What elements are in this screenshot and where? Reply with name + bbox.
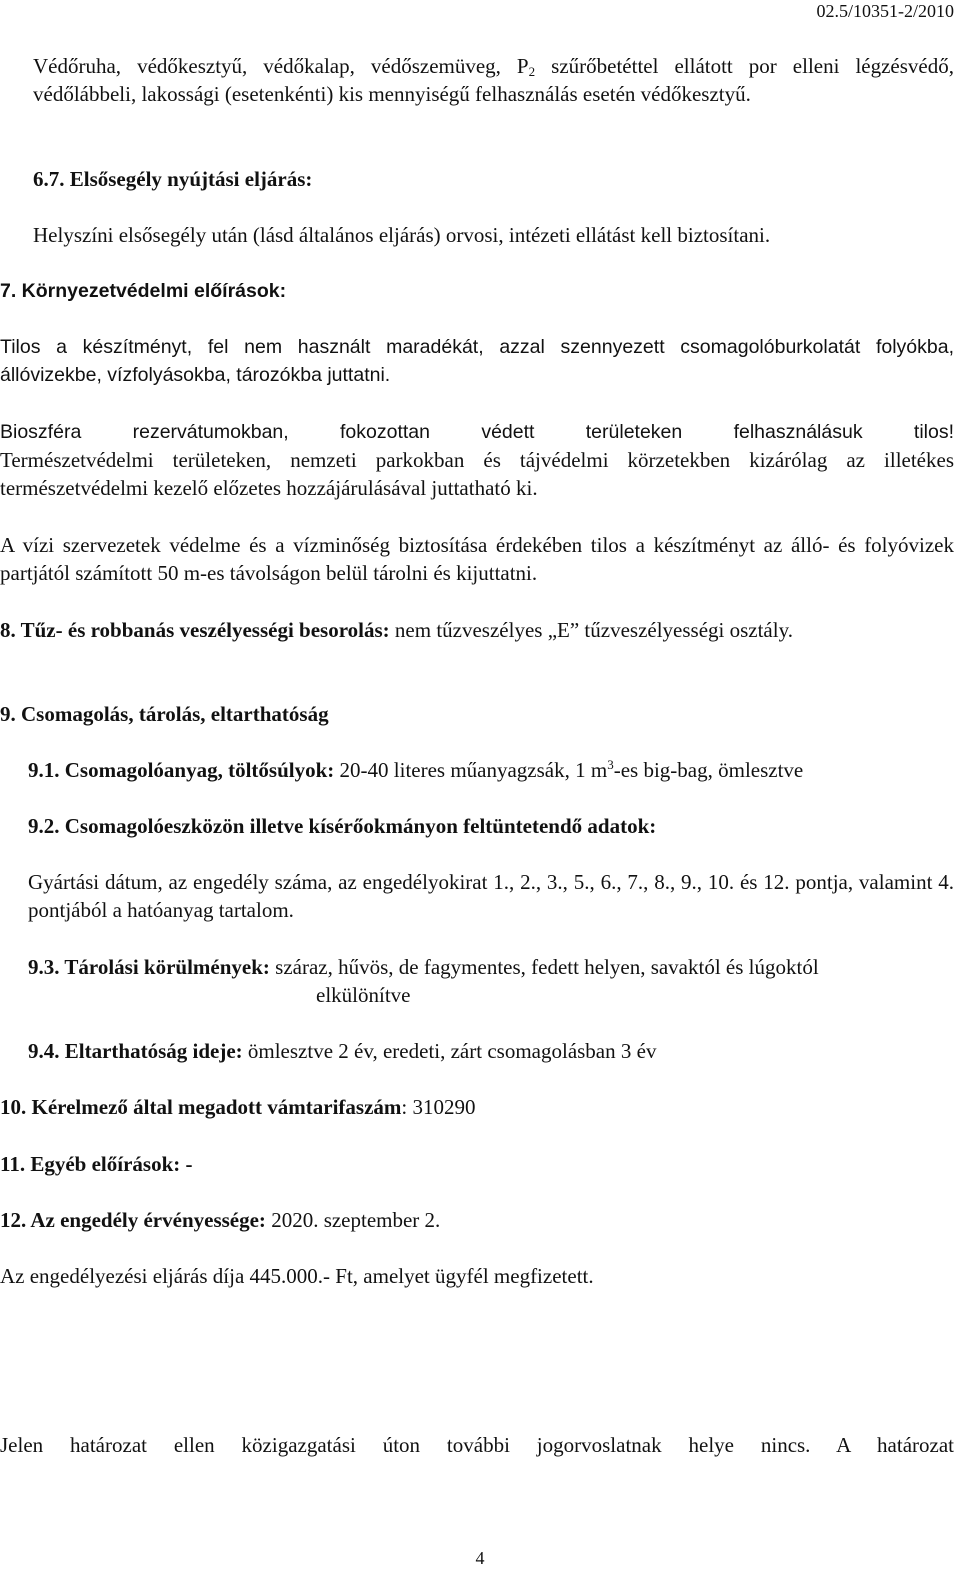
section-7-paragraph-3: A vízi szervezetek védelme és a vízminőség biztosítása érdekében tilos a készítményt az álló- és folyóvizek partjától számított 50 m-es távolságon belül tárolni és kijuttatni. (0, 533, 954, 585)
ppe-paragraph: Védőruha, védőkesztyű, védőkalap, védőszemüveg, $P_2$ szűrőbetéttel ellátott por elleni légzésvédő, védőlábbeli, lakossági (esetenkénti) kis mennyiségű felhasználás esetén védőkesztyű. (33, 54, 954, 106)
section-9-1: 9.1. Csomagolóanyag, töltősúlyok: 20-40 literes műanyagzsák, 1 $m^3-es$ big-bag, ömlesztve (28, 757, 804, 782)
section-8: 8. Tűz- és robbanás veszélyességi besorolás: nem tűzveszélyes „E” tűzveszélyességi osztály. (0, 618, 793, 642)
section-9-3: 9.3. Tárolási körülmények: száraz, hűvös, de fagymentes, fedett helyen, savaktól és lúgoktól (28, 955, 819, 979)
fee-statement: Az engedélyezési eljárás díja 445.000.- Ft, amelyet ügyfél megfizetett. (0, 1264, 594, 1288)
section-9-4: 9.4. Eltarthatóság ideje: ömlesztve 2 év, eredeti, zárt csomagolásban 3 év (28, 1039, 657, 1063)
section-11: 11. Egyéb előírások: - (0, 1152, 193, 1176)
section-9-3-continuation: elkülönítve (316, 983, 411, 1007)
section-6-7-title: 6.7. Elsősegély nyújtási eljárás: (33, 167, 313, 191)
section-7-title: 7. Környezetvédelmi előírások: (0, 280, 287, 302)
section-12: 12. Az engedély érvényessége: 2020. szeptember 2. (0, 1208, 441, 1232)
section-7-paragraph-2a: Bioszféra rezervátumokban, fokozottan védett területeken felhasználásuk tilos! (0, 421, 954, 443)
section-9-2-text: Gyártási dátum, az engedély száma, az engedélyokirat 1., 2., 3., 5., 6., 7., 8., 9., 10. és 12. pontja, valamint 4. pontjából a hatóanyag tartalom. (28, 870, 954, 922)
section-7-paragraph-1: Tilos a készítményt, fel nem használt maradékát, azzal szennyezett csomagolóburkolatát folyókba, állóvizekbe, vízfolyásokba, tározókba juttatni. (0, 336, 954, 386)
section-6-7-text: Helyszíni elsősegély után (lásd általános eljárás) orvosi, intézeti ellátást kell biztosítani. (33, 223, 771, 247)
section-7-paragraph-2b: Természetvédelmi területeken, nemzeti parkokban és tájvédelmi körzetekben kizárólag az illetékes természetvédelmi kezelő előzetes hozzájárulásával juttatható ki. (0, 448, 954, 500)
closing-statement: Jelen határozat ellen közigazgatási úton további jogorvoslatnak helye nincs. A határozat (0, 1433, 954, 1457)
section-9-2-title: 9.2. Csomagolóeszközön illetve kísérőokmányon feltüntetendő adatok: (28, 814, 657, 838)
section-9-title: 9. Csomagolás, tárolás, eltarthatóság (0, 702, 329, 726)
section-10: 10. Kérelmező által megadott vámtarifaszám: 310290 (0, 1095, 476, 1119)
document-reference: 02.5/10351-2/2010 (816, 1, 954, 21)
page-number: 4 (475, 1548, 485, 1568)
